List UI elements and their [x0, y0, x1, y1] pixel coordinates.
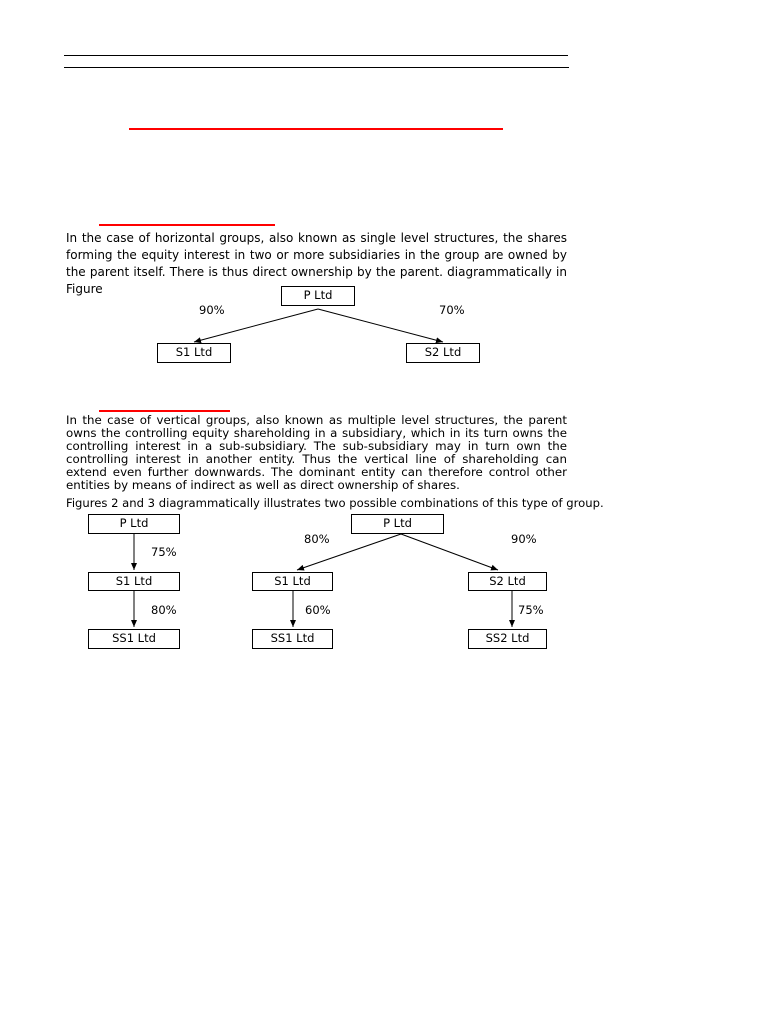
fig1-sub-right-box: S2 Ltd [406, 343, 480, 363]
fig2-parent-box: P Ltd [88, 514, 180, 534]
fig1-parent-box: P Ltd [281, 286, 355, 306]
fig2-pct-bottom: 80% [151, 603, 177, 617]
fig1-pct-right: 70% [439, 303, 465, 317]
fig3-parent-box: P Ltd [351, 514, 444, 534]
fig3-pct-right: 90% [511, 532, 537, 546]
figures-caption: Figures 2 and 3 diagrammatically illustrates two possible combinations of this type of group. [66, 496, 604, 510]
fig1-arrow-to-s2 [318, 309, 443, 342]
fig3-pct-right-down: 75% [518, 603, 544, 617]
fig1-sub-left-box: S1 Ltd [157, 343, 231, 363]
fig3-sub-left-box: S1 Ltd [252, 572, 333, 591]
horizontal-groups-paragraph: In the case of horizontal groups, also known as single level structures, the shares forming the equity interest in two or more subsidiaries in the group are owned by the parent itself. There is thus direct ownership by the parent. diagrammatically in Figure [66, 231, 567, 296]
fig2-sub-box: S1 Ltd [88, 572, 180, 591]
vertical-groups-paragraph: In the case of vertical groups, also known as multiple level structures, the parent owns the controlling equity shareholding in a subsidiary, which in its turn owns the controlling interest in a sub-subsidiary. The sub-subsidiary may in turn own the controlling interest in another entity. Thus the vertical line of shareholding can extend even further downwards. The dominant entity can therefore control other entities by means of indirect as well as direct ownership of shares. [66, 413, 567, 492]
fig3-subsub-left-box: SS1 Ltd [252, 629, 333, 649]
fig3-sub-right-box: S2 Ltd [468, 572, 547, 591]
fig2-subsub-box: SS1 Ltd [88, 629, 180, 649]
fig1-pct-left: 90% [199, 303, 225, 317]
fig3-arrow-to-s2 [401, 534, 498, 570]
fig2-pct-top: 75% [151, 545, 177, 559]
fig3-pct-left: 80% [304, 532, 330, 546]
fig3-pct-left-down: 60% [305, 603, 331, 617]
fig3-subsub-right-box: SS2 Ltd [468, 629, 547, 649]
